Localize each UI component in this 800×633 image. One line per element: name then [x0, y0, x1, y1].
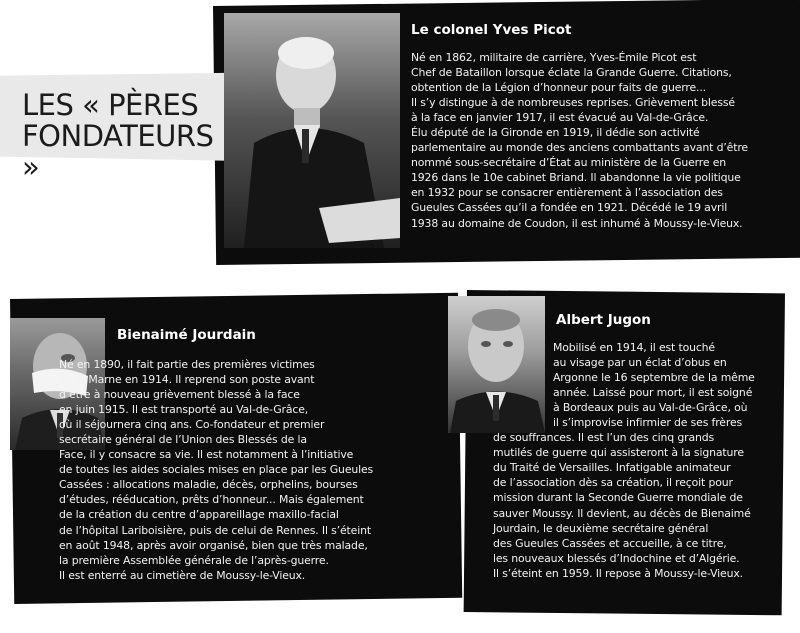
bio-line: obtention de la Légion d’honneur pour faits de guerre... [411, 81, 706, 95]
bio-line: Il est enterré au cimetière de Moussy-le-Vieux. [59, 568, 306, 582]
jugon-name: Albert Jugon [556, 312, 651, 328]
bio-line: Chef de Bataillon lorsque éclate la Grande Guerre. Citations, [411, 66, 732, 80]
picot-name: Le colonel Yves Picot [411, 22, 572, 38]
bio-line: 1926 dans le 10e cabinet Briand. Il abandonne la vie politique [411, 171, 741, 185]
bio-line: les nouveaux blessés d’Indochine et d’Algérie. [493, 551, 740, 565]
bio-line: 1938 au domaine de Coudon, il est inhumé à Moussy-le-Vieux. [411, 216, 743, 230]
bio-line: en 1932 pour se consacrer entièrement à l’association des [411, 186, 723, 200]
bio-line: d’être à nouveau grièvement blessé à la face [59, 388, 300, 402]
jourdain-bio [59, 357, 373, 583]
bio-line: mission durant la Seconde Guerre mondiale de [493, 491, 743, 505]
bio-line: de la Marne en 1914. Il reprend son poste avant [59, 373, 315, 387]
bio-line: Né en 1862, militaire de carrière, Yves-Émile Picot est [411, 51, 697, 64]
bio-line: en août 1948, après avoir organisé, bien que très malade, [59, 538, 368, 552]
bio-line: Face, il y consacre sa vie. Il est notamment à l’initiative [59, 448, 354, 462]
bio-line: année. Laissé pour mort, il est soigné [553, 386, 753, 400]
jourdain-name: Bienaimé Jourdain [117, 327, 256, 343]
bio-line: d’études, rééducation, prêts d’honneur... Mais également [59, 493, 364, 507]
bio-line: Élu député de la Gironde en 1919, il dédie son activité [411, 126, 700, 140]
page-title [22, 90, 227, 183]
bio-line: de toutes les aides sociales mises en place par les Gueules [59, 463, 374, 477]
bio-line: où il séjournera cinq ans. Co-fondateur et premier [59, 418, 325, 432]
bio-line: Jourdain, le deuxième secrétaire général [493, 521, 709, 535]
bio-line: de la création du centre d’appareillage maxillo-facial [59, 508, 339, 522]
bio-line: Il s’y distingue à de nombreuses reprises. Grièvement blessé [411, 96, 735, 110]
jugon-bio [493, 340, 755, 581]
bio-line: de souffrances. Il est l’un des cinq grands [493, 431, 715, 445]
bio-line: Gueules Cassées qu’il a fondée en 1921. Décédé le 19 avril [411, 201, 728, 215]
bio-line: à la face en janvier 1917, il est évacué au Val-de-Grâce. [411, 111, 709, 125]
bio-line: il s’improvise infirmier de ses frères [553, 416, 743, 430]
title-line-2: FONDATEURS » [22, 119, 214, 184]
bio-line: mutilés de guerre qui assisteront à la signature [493, 446, 744, 460]
bio-line: nommé sous-secrétaire d’État au ministère de la Guerre en [411, 156, 727, 170]
title-line-1: LES « PÈRES [22, 88, 199, 122]
bio-line: du Traité de Versailles. Infatigable animateur [493, 461, 731, 475]
bio-line: Né en 1890, il fait partie des premières victimes [59, 358, 315, 371]
picot-bio [411, 50, 748, 231]
bio-line: des Gueules Cassées et accueille, à ce titre, [493, 536, 727, 550]
bio-line: à Bordeaux puis au Val-de-Grâce, où [553, 401, 748, 415]
bio-line: de l’association dès sa création, il reçoit pour [493, 476, 733, 490]
bio-line: en juin 1915. Il est transporté au Val-de-Grâce, [59, 403, 309, 417]
picot-portrait [224, 13, 400, 248]
bio-line: parlementaire au monde des anciens combattants avant d’être [411, 141, 748, 155]
bio-line: Cassées : allocations maladie, décès, orphelins, bourses [59, 478, 358, 492]
bio-line: la première Assemblée générale de l’après-guerre. [59, 553, 329, 567]
bio-line: Mobilisé en 1914, il est touché [553, 341, 715, 354]
bio-line: Argonne le 16 septembre de la même [553, 371, 755, 385]
bio-line: secrétaire général de l’Union des Blessés de la [59, 433, 307, 447]
bio-line: Il s’éteint en 1959. Il repose à Moussy-le-Vieux. [493, 566, 743, 580]
bio-line: de l’hôpital Lariboisière, puis de celui de Rennes. Il s’éteint [59, 523, 371, 537]
bio-line: au visage par un éclat d’obus en [553, 356, 727, 370]
bio-line: sauver Moussy. Il devient, au décès de Bienaimé [493, 506, 751, 520]
